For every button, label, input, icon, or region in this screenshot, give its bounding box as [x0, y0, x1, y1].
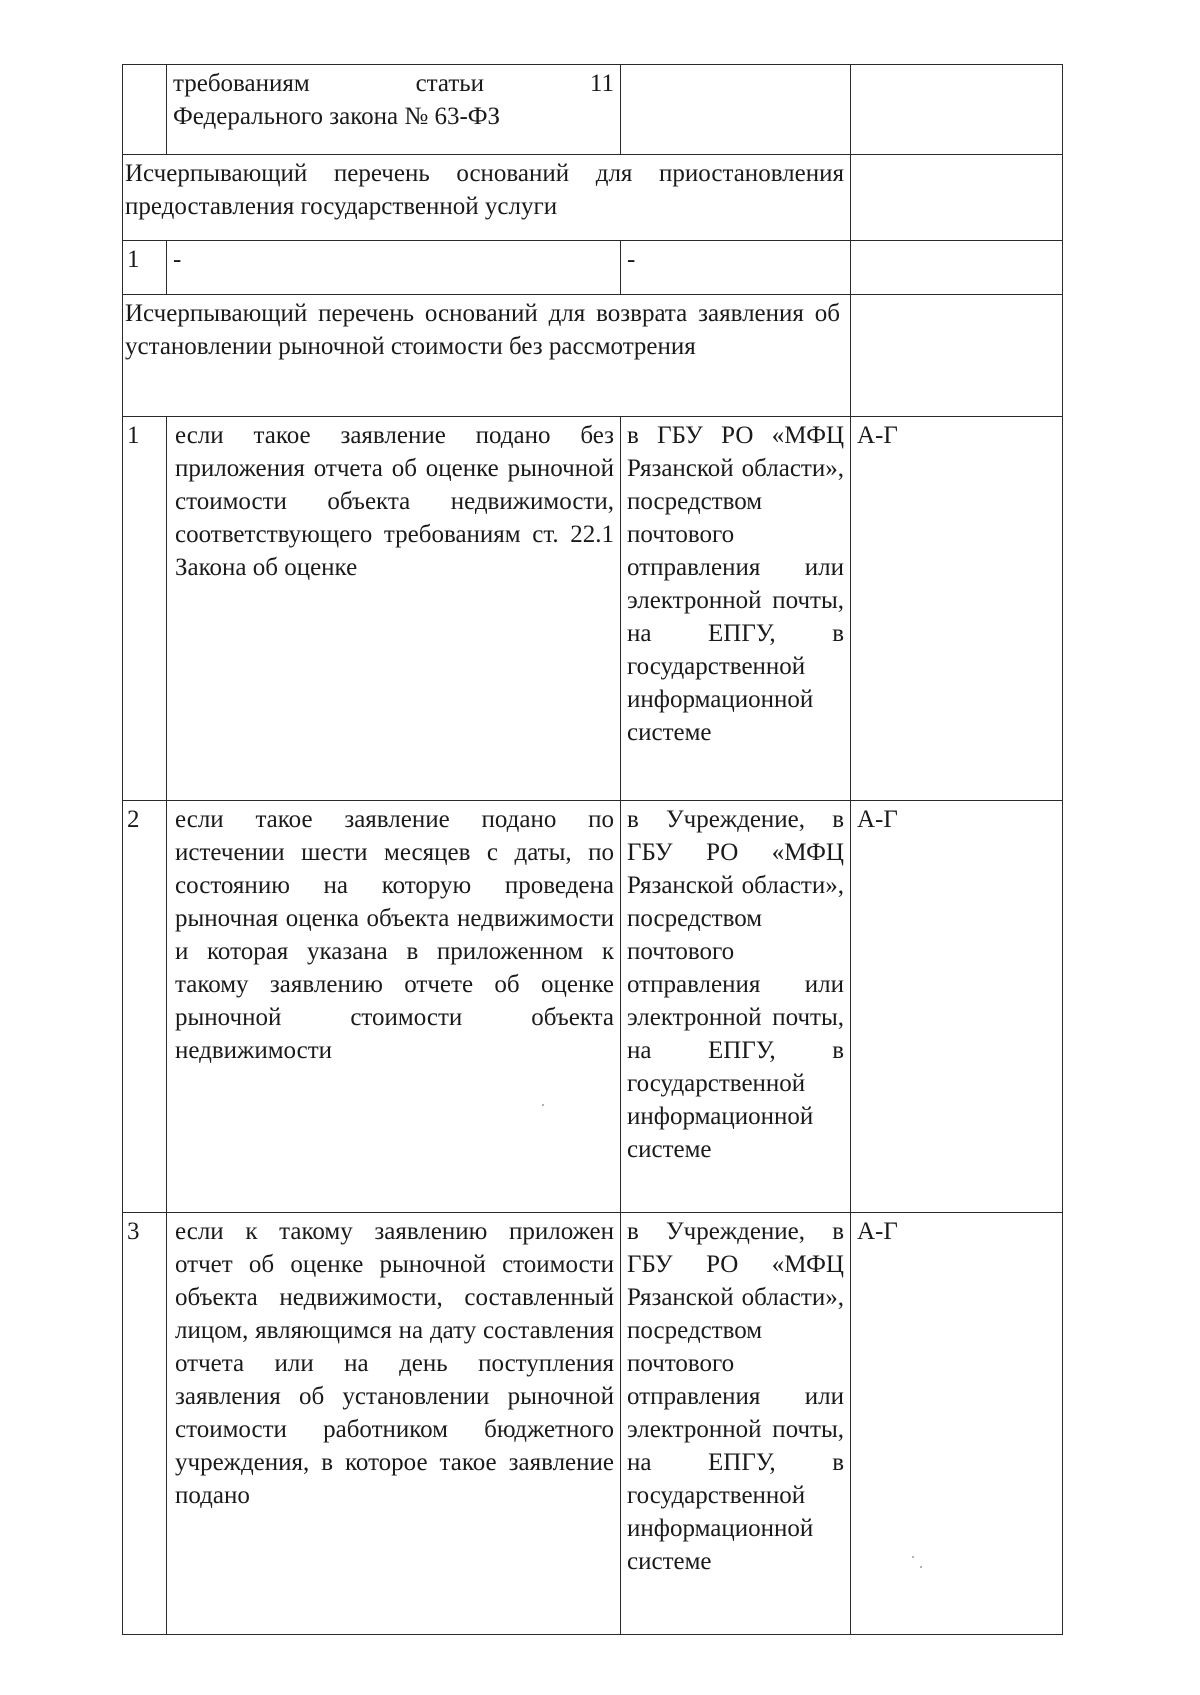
cell-number: 1	[123, 417, 167, 801]
section-title-return: Исчерпывающий перечень оснований для возврата заявления об установлении рыночной стоимости без рассмотрения	[123, 295, 851, 417]
cell-number: 2	[123, 801, 167, 1213]
cell-number-empty	[123, 65, 167, 155]
table-row-section-return	[123, 295, 1063, 417]
cell-place: -	[621, 241, 851, 295]
table-row-section-suspension	[123, 155, 1063, 241]
continuation-line-1	[173, 67, 614, 100]
cell-codes-empty	[851, 295, 1063, 417]
cell-codes: А-Г	[851, 1213, 1063, 1635]
cell-number: 3	[123, 1213, 167, 1635]
grounds-table	[122, 64, 1063, 1635]
cell-codes-empty	[851, 65, 1063, 155]
cell-reason: если такое заявление подано без приложения отчета об оценке рыночной стоимости объекта недвижимости, соответствующего требованиям ст. 22.1 Закона об оценке	[167, 417, 621, 801]
continuation-line-2: Федерального закона № 63-ФЗ	[173, 103, 501, 130]
cell-number: 1	[123, 241, 167, 295]
word-2: статьи	[415, 70, 485, 97]
table-row-dash	[123, 241, 1063, 295]
cell-codes: А-Г	[851, 801, 1063, 1213]
section-title-suspension: Исчерпывающий перечень оснований для приостановления предоставления государственной услуги	[123, 155, 851, 241]
word-3: 11	[589, 70, 614, 97]
table-row	[123, 801, 1063, 1213]
cell-reason: -	[167, 241, 621, 295]
scan-speck	[912, 1556, 914, 1558]
cell-reason: если такое заявление подано по истечении шести месяцев с даты, по состоянию на которую проведена рыночная оценка объекта недвижимости и которая указана в приложенном к такому заявлению отчете об оценке рыночной стоимости объекта недвижимости	[167, 801, 621, 1213]
table-row	[123, 1213, 1063, 1635]
cell-place: в Учреждение, в ГБУ РО «МФЦ Рязанской области», посредством почтового отправления или электронной почты, на ЕПГУ, в государственной информационной системе	[621, 1213, 851, 1635]
cell-place-empty	[621, 65, 851, 155]
cell-codes-empty	[851, 241, 1063, 295]
table-row-continuation	[123, 65, 1063, 155]
scan-speck	[542, 1104, 544, 1106]
cell-place: в ГБУ РО «МФЦ Рязанской области», посредством почтового отправления или электронной почты, на ЕПГУ, в государственной информационной системе	[621, 417, 851, 801]
cell-codes: А-Г	[851, 417, 1063, 801]
cell-reason: если к такому заявлению приложен отчет об оценке рыночной стоимости объекта недвижимости, составленный лицом, являющимся на дату составления отчета или на день поступления заявления об установлении рыночной стоимости работником бюджетного учреждения, в которое такое заявление подано	[167, 1213, 621, 1635]
cell-place: в Учреждение, в ГБУ РО «МФЦ Рязанской области», посредством почтового отправления или электронной почты, на ЕПГУ, в государственной информационной системе	[621, 801, 851, 1213]
scan-speck	[920, 1566, 922, 1568]
cell-continuation-text	[167, 65, 621, 155]
word-1: требованиям	[173, 70, 310, 97]
table-row	[123, 417, 1063, 801]
cell-codes-empty	[851, 155, 1063, 241]
